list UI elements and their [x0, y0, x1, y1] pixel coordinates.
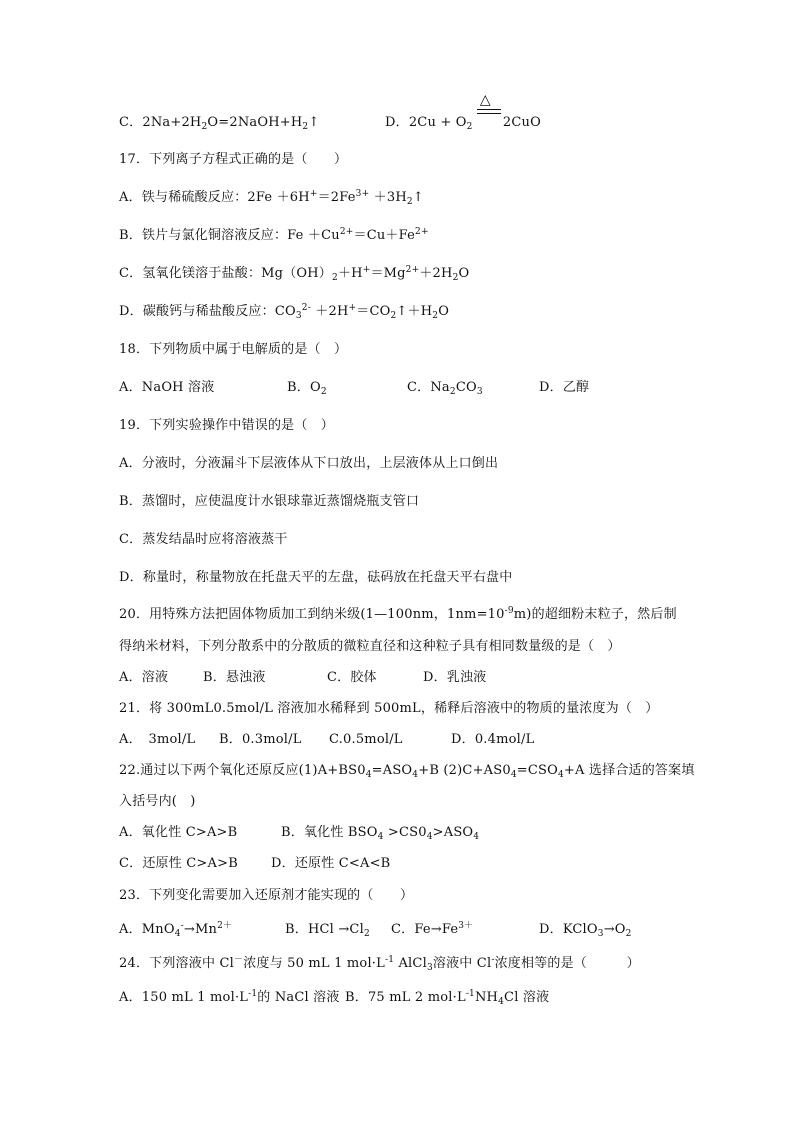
q21-option-b[interactable]: B．0.3mol/L — [219, 732, 302, 747]
q18-stem: 18．下列物质中属于电解质的是（ ） — [119, 342, 348, 357]
q21-stem: 21．将 300mL0.5mol/L 溶液加水稀释到 500mL，稀释后溶液中的物质的量浓度为（ ） — [119, 701, 659, 716]
q22-option-a[interactable]: A．氧化性 C>A>B — [119, 825, 238, 840]
q20-option-a[interactable]: A．溶液 — [119, 670, 169, 685]
q23-option-d[interactable]: D．$KClO_3\to O_2$ — [539, 922, 632, 939]
q22-option-b[interactable]: B．氧化性 $BSO_4 >CS0_4>ASO_4$ — [281, 825, 480, 842]
q16-option-d[interactable]: D．$2Cu + O_2$ △ 2CuO — [385, 92, 541, 132]
q17-option-c[interactable]: C．氢氧化镁溶于盐酸：$Mg(OH)_2+H^+=Mg^{2+}+2H_2O$ — [119, 265, 470, 283]
q20-stem-line2: 得纳米材料，下列分散系中的分散质的微粒直径和这种粒子具有相同数量级的是（ ） — [119, 639, 621, 654]
q19-option-c[interactable]: C．蒸发结晶时应将溶液蒸干 — [119, 532, 288, 547]
heating-condition-symbol — [477, 92, 503, 132]
q16-option-c[interactable]: C．$2Na+2H_2O=2NaOH+H_2↑$ — [119, 115, 320, 132]
q23-stem: 23．下列变化需要加入还原剂才能实现的（ ） — [119, 888, 414, 903]
q17-option-d[interactable]: D．碳酸钙与稀盐酸反应：$CO_3^{2-}$ $+2H^+=CO_2↑+H_2O$ — [119, 303, 450, 321]
q17-option-b[interactable]: B．铁片与氯化铜溶液反应：$Fe +Cu^{2+}=Cu+Fe^{2+}$ — [119, 227, 429, 243]
q22-option-c[interactable]: C．还原性 C>A>B — [119, 856, 238, 871]
double-bar — [477, 109, 501, 114]
q17-stem: 17．下列离子方程式正确的是（ ） — [119, 152, 348, 167]
q22-option-d[interactable]: D．还原性 C<A<B — [271, 856, 391, 871]
q20-option-d[interactable]: D．乳浊液 — [423, 670, 487, 685]
q18-option-d[interactable]: D．乙醇 — [539, 380, 590, 395]
q23-option-b[interactable]: B．HCl $\to Cl_2$ — [285, 922, 370, 939]
q18-option-c[interactable]: C．$Na_2CO_3$ — [407, 380, 483, 397]
q19-option-a[interactable]: A．分液时，分液漏斗下层液体从下口放出，上层液体从上口倒出 — [119, 456, 499, 471]
q18-option-a[interactable]: A．NaOH 溶液 — [119, 380, 215, 395]
q17-option-a[interactable]: A．铁与稀硫酸反应：$2Fe +6H^+=2Fe^{3+}$ $+3H_2↑$ — [119, 189, 424, 207]
q19-stem: 19．下列实验操作中错误的是（ ） — [119, 418, 334, 433]
q19-option-b[interactable]: B．蒸馏时，应使温度计水银球靠近蒸馏烧瓶支管口 — [119, 494, 420, 509]
q23-option-c[interactable]: C．$Fe\to Fe^{3+}$ — [391, 921, 474, 937]
q24-option-b[interactable]: B．75 mL 2 $mol\cdot L^{-1}NH_4Cl$ 溶液 — [345, 989, 550, 1007]
q24-option-a[interactable]: A．150 mL 1 $mol\cdot L^{-1}$的 NaCl 溶液 — [119, 989, 340, 1005]
q18-option-b[interactable]: B．$O_2$ — [287, 380, 327, 397]
q23-option-a[interactable]: A．$MnO_4^-\to Mn^{2+}$ — [119, 921, 233, 939]
q19-option-d[interactable]: D．称量时，称量物放在托盘天平的左盘，砝码放在托盘天平右盘中 — [119, 570, 513, 585]
q24-stem: 24．下列溶液中 Cl－浓度与 50 mL 1 $mol\cdot L^{-1}$ AlCl$_3$溶液中 Cl-浓度相等的是（ ） — [119, 955, 640, 973]
q21-option-d[interactable]: D．0.4mol/L — [451, 732, 535, 747]
q22-stem-line2: 入括号内( ) — [119, 794, 196, 809]
q21-option-c[interactable]: C.0.5mol/L — [329, 732, 403, 747]
q22-stem-line1: 22.通过以下两个氧化还原反应$(1)A+BS0_4=ASO_4+B$ $(2)C+AS0_4=CSO_4+A$ 选择合适的答案填 — [119, 763, 695, 780]
q20-stem-line1: 20．用特殊方法把固体物质加工到纳米级(1—100nm，$1nm=10^{-9}m$)的超细粉末粒子，然后制 — [119, 606, 677, 622]
q20-option-c[interactable]: C．胶体 — [327, 670, 377, 685]
heat-triangle-icon: △ — [479, 92, 491, 108]
q20-option-b[interactable]: B．悬浊液 — [203, 670, 266, 685]
q21-option-a[interactable]: A． 3mol/L — [119, 732, 196, 747]
